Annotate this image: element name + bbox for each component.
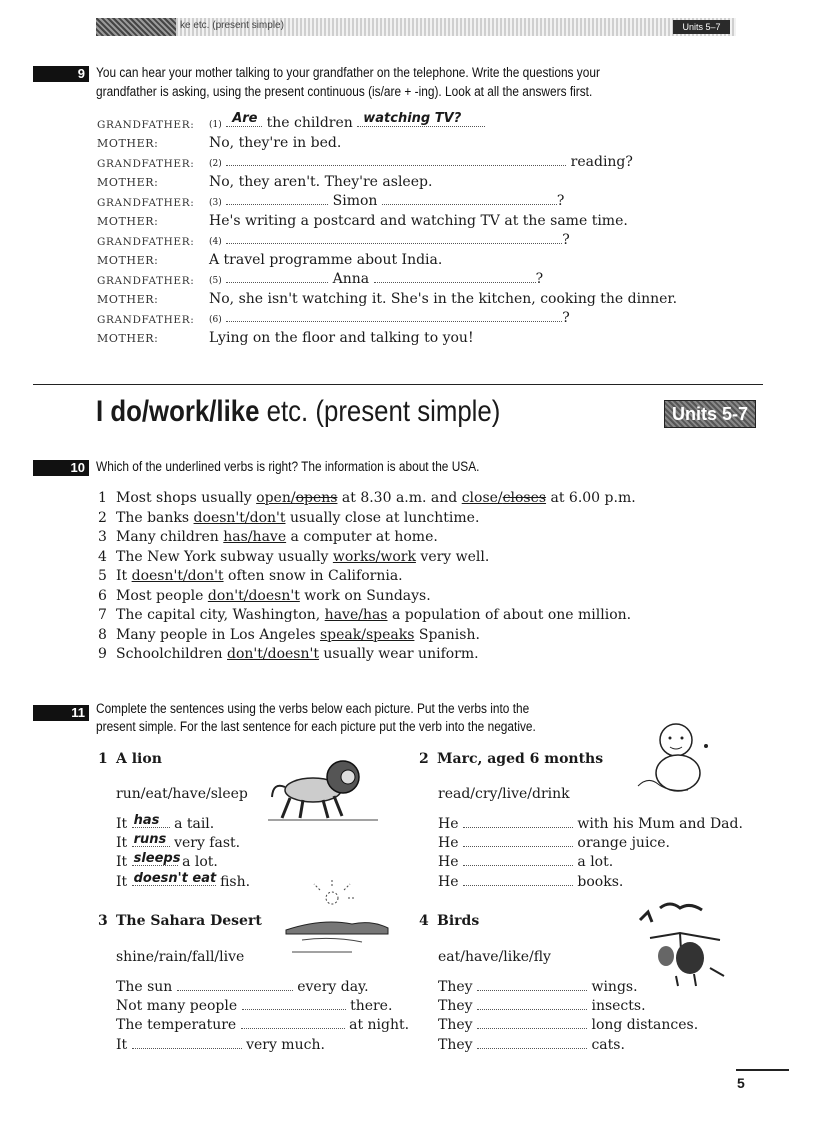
exercise-10-item-7 [98, 606, 631, 626]
sentence-end: a tail. [174, 816, 215, 832]
handwritten-answer: sleeps [133, 851, 181, 866]
verb-choice[interactable]: has/have [223, 529, 287, 545]
item-text: Spanish. [414, 627, 480, 643]
verb-choice[interactable] [462, 490, 546, 506]
item-number: 1 [98, 751, 108, 767]
sentence-end: orange juice. [577, 835, 670, 851]
dialogue-reply-3: He's writing a postcard and watching TV at the same time. [209, 213, 628, 229]
dialogue-line-4 [209, 231, 570, 251]
item-number: 4 [419, 913, 429, 929]
exercise-10-item-2 [98, 509, 479, 529]
answer-gap[interactable] [242, 997, 346, 1010]
sentence-end: a lot. [577, 854, 614, 870]
sentence-subject: It [116, 816, 128, 832]
answer-gap-6[interactable] [226, 309, 562, 322]
item-text: The banks [116, 510, 194, 526]
speaker-label: MOTHER: [97, 176, 159, 189]
picture-4-line-4 [438, 1036, 625, 1056]
sentence-end: there. [350, 998, 393, 1014]
sentence-subject: It [116, 874, 128, 890]
sentence-subject: He [438, 874, 459, 890]
sentence-subject: Not many people [116, 998, 238, 1014]
question-mark: ? [562, 232, 570, 248]
item-text: at 8.30 a.m. and [337, 490, 462, 506]
item-text: a computer at home. [286, 529, 438, 545]
answer-gap[interactable] [463, 853, 573, 866]
verb-choice[interactable]: works/work [332, 549, 416, 565]
verb-option: close/ [461, 490, 503, 506]
picture-title: The Sahara Desert [116, 913, 262, 929]
handwritten-answer: doesn't eat [133, 871, 217, 886]
picture-3-line-2 [116, 997, 392, 1017]
picture-title: Birds [437, 913, 480, 929]
dialogue-line-1 [209, 111, 485, 134]
item-text: often snow in California. [223, 568, 403, 584]
verb-option: open/ [256, 490, 296, 506]
sentence-subject: They [438, 1037, 473, 1053]
answer-gap-2[interactable] [226, 153, 566, 166]
dialogue-line-3 [209, 192, 564, 212]
picture-2-line-3 [438, 853, 613, 873]
dialogue-text: Anna [332, 271, 370, 287]
gap-number: (2) [209, 159, 222, 169]
item-text: It [116, 568, 132, 584]
sentence-end: wings. [591, 979, 638, 995]
answer-gap[interactable] [132, 851, 181, 866]
sentence-end: a lot. [182, 854, 218, 870]
header-shade [96, 18, 176, 36]
exercise-11-instruction-line-1: Complete the sentences using the verbs below each picture. Put the verbs into the [96, 701, 530, 716]
sentence-end: fish. [220, 874, 251, 890]
picture-3-line-4 [116, 1036, 325, 1056]
picture-4-line-3 [438, 1016, 698, 1036]
units-tab: Units 5-7 [664, 400, 756, 428]
picture-4-line-1 [438, 978, 638, 998]
crossed-out-verb: opens [295, 490, 338, 506]
sentence-subject: They [438, 979, 473, 995]
exercise-9-number: 9 [33, 66, 89, 82]
item-number: 4 [98, 549, 107, 565]
answer-gap-4[interactable] [226, 231, 562, 244]
sentence-subject: It [116, 835, 128, 851]
speaker-label: GRANDFATHER: [97, 275, 195, 287]
picture-3-title [98, 912, 262, 932]
picture-3-verbs: shine/rain/fall/live [116, 949, 245, 965]
answer-gap[interactable] [132, 873, 216, 886]
crossed-out-verb: closes [502, 490, 547, 506]
answer-gap[interactable] [463, 815, 573, 828]
exercise-11-instruction-line-2: present simple. For the last sentence for each picture put the verb into the negative. [96, 719, 536, 734]
item-number: 2 [419, 751, 429, 767]
dialogue-reply-6: Lying on the floor and talking to you! [209, 330, 474, 346]
answer-gap-1b[interactable] [357, 111, 485, 127]
page-number: 5 [737, 1075, 745, 1091]
dialogue-reply-1: No, they're in bed. [209, 135, 342, 151]
answer-gap-5a[interactable] [226, 270, 328, 283]
exercise-10-item-1 [98, 489, 636, 509]
speaker-label: GRANDFATHER: [97, 119, 195, 131]
item-text: work on Sundays. [299, 588, 431, 604]
sentence-subject: It [116, 854, 128, 870]
verb-choice[interactable]: have/has [324, 607, 388, 623]
picture-2-line-4 [438, 873, 623, 893]
sentence-subject: He [438, 854, 459, 870]
item-number: 9 [98, 646, 107, 662]
units-tab-small: Units 5–7 [673, 20, 730, 34]
picture-3-line-1 [116, 978, 369, 998]
exercise-9-instruction-line-2: grandfather is asking, using the present continuous (is/are + -ing). Look at all the answers first. [96, 84, 593, 99]
page-number-rule [736, 1069, 789, 1071]
answer-gap-1a[interactable] [226, 111, 262, 127]
sentence-end: every day. [297, 979, 369, 995]
lion-icon [268, 752, 378, 822]
item-number: 7 [98, 607, 107, 623]
sentence-subject: He [438, 816, 459, 832]
answer-gap[interactable] [477, 1016, 587, 1029]
dialogue-reply-4: A travel programme about India. [209, 252, 443, 268]
sentence-subject: The sun [116, 979, 173, 995]
exercise-10-number: 10 [33, 460, 89, 476]
running-header-title: ke etc. (present simple) [180, 20, 284, 31]
section-divider [33, 384, 763, 385]
speaker-label: MOTHER: [97, 332, 159, 345]
picture-title: A lion [116, 751, 162, 767]
speaker-label: MOTHER: [97, 215, 159, 228]
item-text: usually close at lunchtime. [285, 510, 480, 526]
sentence-end: cats. [591, 1037, 625, 1053]
sentence-end: very fast. [174, 835, 241, 851]
question-mark: ? [535, 271, 544, 287]
section-title [96, 395, 500, 429]
dialogue-reply-2: No, they aren't. They're asleep. [209, 174, 433, 190]
sentence-end: long distances. [591, 1017, 699, 1033]
item-text: Most shops usually [116, 490, 257, 506]
speaker-label: MOTHER: [97, 293, 159, 306]
picture-4-line-2 [438, 997, 646, 1017]
answer-gap[interactable] [477, 978, 587, 991]
gap-number: (3) [209, 198, 222, 208]
item-number: 3 [98, 529, 107, 545]
picture-4-title [419, 912, 479, 932]
exercise-11-number: 11 [33, 705, 89, 721]
exercise-10-item-4 [98, 548, 489, 568]
answer-gap-3a[interactable] [226, 192, 328, 205]
section-title-bold: I do/work/like [96, 395, 260, 428]
dialogue-text: the children [266, 115, 353, 131]
item-text: Many children [116, 529, 224, 545]
sentence-subject: It [116, 1037, 128, 1053]
gap-number: (5) [209, 276, 222, 286]
answer-gap[interactable] [177, 978, 293, 991]
exercise-10-item-6 [98, 587, 431, 607]
exercise-9-instruction-line-1: You can hear your mother talking to your grandfather on the telephone. Write the questions your [96, 65, 600, 80]
answer-gap[interactable] [132, 815, 170, 828]
item-text: The New York subway usually [116, 549, 333, 565]
speaker-label: MOTHER: [97, 254, 159, 267]
item-text: Schoolchildren [116, 646, 228, 662]
sentence-end: at night. [349, 1017, 410, 1033]
picture-2-line-1 [438, 815, 743, 835]
answer-gap[interactable] [241, 1016, 345, 1029]
verb-choice[interactable] [256, 490, 337, 506]
item-number: 2 [98, 510, 107, 526]
verb-choice[interactable]: doesn't/don't [131, 568, 224, 584]
answer-gap[interactable] [477, 1036, 587, 1049]
speaker-label: GRANDFATHER: [97, 158, 195, 170]
item-text: Many people in Los Angeles [116, 627, 320, 643]
item-number: 5 [98, 568, 107, 584]
gap-number: (4) [209, 237, 222, 247]
picture-title: Marc, aged 6 months [437, 751, 604, 767]
sentence-end: with his Mum and Dad. [577, 816, 743, 832]
sentence-end: books. [577, 874, 624, 890]
item-text: usually wear uniform. [318, 646, 479, 662]
exercise-10-item-3 [98, 528, 438, 548]
section-title-rest: etc. (present simple) [259, 395, 501, 428]
verb-choice[interactable]: don't/doesn't [227, 646, 319, 662]
answer-gap[interactable] [132, 834, 170, 847]
exercise-10-instruction: Which of the underlined verbs is right? The information is about the USA. [96, 459, 480, 474]
question-mark: ? [562, 310, 570, 326]
speaker-label: GRANDFATHER: [97, 236, 195, 248]
item-text: The capital city, Washington, [116, 607, 325, 623]
answer-gap[interactable] [463, 834, 573, 847]
handwritten-answer: Are [232, 111, 258, 126]
speaker-label: MOTHER: [97, 137, 159, 150]
picture-1-verbs: run/eat/have/sleep [116, 786, 248, 802]
answer-gap[interactable] [463, 873, 573, 886]
item-text: at 6.00 p.m. [546, 490, 636, 506]
speaker-label: GRANDFATHER: [97, 314, 195, 326]
sentence-subject: They [438, 1017, 473, 1033]
verb-choice[interactable]: speak/speaks [319, 627, 415, 643]
verb-choice[interactable]: don't/doesn't [207, 588, 300, 604]
picture-2-line-2 [438, 834, 670, 854]
item-text: Most people [116, 588, 208, 604]
sentence-end: insects. [591, 998, 646, 1014]
picture-1-title [98, 750, 162, 770]
sentence-end: very much. [246, 1037, 325, 1053]
answer-gap-3b[interactable] [382, 192, 557, 205]
sentence-subject: He [438, 835, 459, 851]
desert-sun-icon [282, 880, 392, 955]
dialogue-line-6 [209, 309, 570, 329]
picture-1-line-4 [116, 873, 250, 893]
sentence-subject: They [438, 998, 473, 1014]
item-number: 3 [98, 913, 108, 929]
item-text: a population of about one million. [387, 607, 632, 623]
picture-2-title [419, 750, 603, 770]
answer-gap-5b[interactable] [374, 270, 536, 283]
speaker-label: GRANDFATHER: [97, 197, 195, 209]
handwritten-answer: has [133, 813, 160, 828]
item-number: 8 [98, 627, 107, 643]
item-number: 1 [98, 490, 107, 506]
handwritten-answer: watching TV? [363, 111, 462, 126]
sentence-subject: The temperature [116, 1017, 237, 1033]
answer-gap[interactable] [132, 1036, 242, 1049]
exercise-10-item-8 [98, 626, 480, 646]
picture-2-verbs: read/cry/live/drink [438, 786, 570, 802]
item-text: very well. [415, 549, 490, 565]
gap-number: (6) [209, 315, 222, 325]
exercise-10-item-9 [98, 645, 479, 665]
gap-number: (1) [209, 120, 222, 130]
dialogue-text: reading? [570, 154, 633, 170]
picture-3-line-3 [116, 1016, 409, 1036]
question-mark: ? [556, 193, 565, 209]
dialogue-line-2 [209, 153, 633, 173]
running-header [96, 18, 736, 36]
handwritten-answer: runs [133, 832, 167, 847]
exercise-10-item-5 [98, 567, 403, 587]
dialogue-line-5 [209, 270, 543, 290]
picture-4-verbs: eat/have/like/fly [438, 949, 551, 965]
answer-gap[interactable] [477, 997, 587, 1010]
dialogue-text: Simon [332, 193, 378, 209]
item-number: 6 [98, 588, 107, 604]
dialogue-reply-5: No, she isn't watching it. She's in the kitchen, cooking the dinner. [209, 291, 678, 307]
baby-icon [628, 718, 718, 798]
verb-choice[interactable]: doesn't/don't [193, 510, 286, 526]
